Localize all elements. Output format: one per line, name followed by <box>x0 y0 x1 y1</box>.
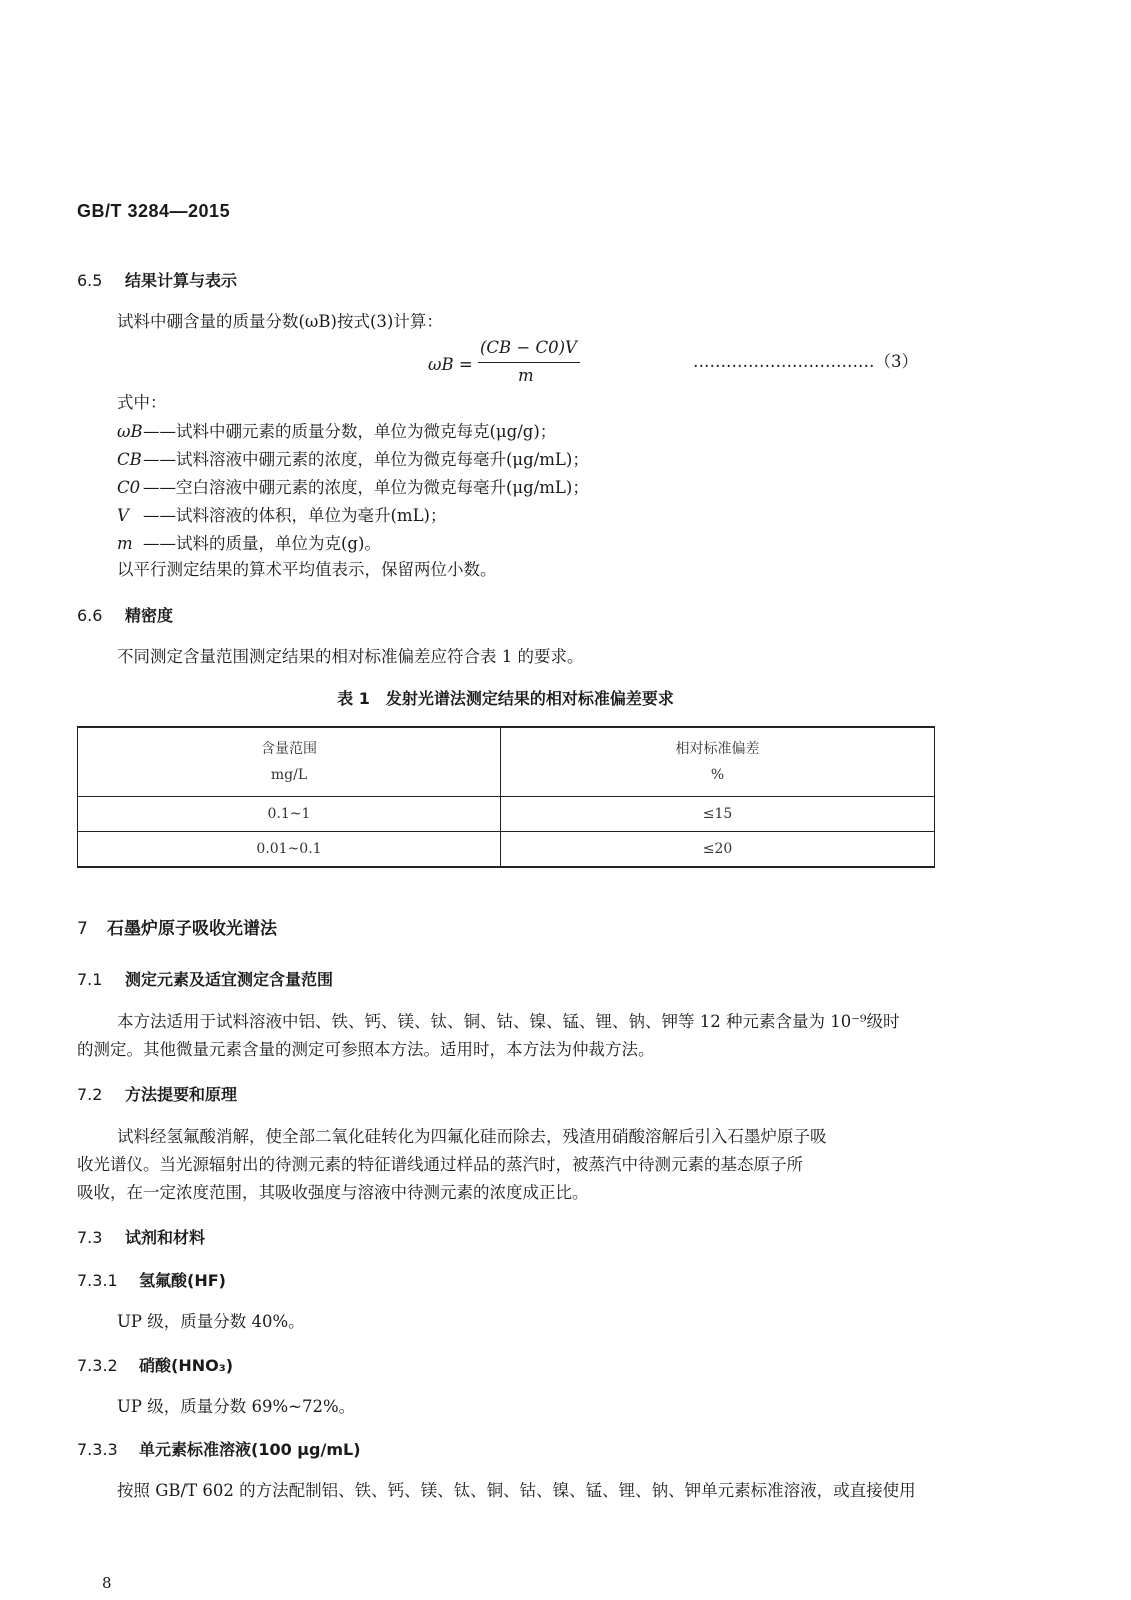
section-number: 7 <box>77 919 88 939</box>
paragraph-line: 吸收，在一定浓度范围，其吸收强度与溶液中待测元素的浓度成正比。 <box>77 1183 589 1202</box>
definition-row <box>117 530 381 554</box>
column-header-rsd <box>501 727 935 797</box>
header-label: 含量范围 <box>261 741 317 757</box>
header-label: 相对标准偏差 <box>675 741 760 757</box>
section-6-6-heading <box>77 603 173 626</box>
section-title: 氢氟酸(HF) <box>139 1271 226 1290</box>
paragraph-line: 本方法适用于试料溶液中铝、铁、钙、镁、钛、铜、钴、镍、锰、锂、钠、钾等 12 种元素含量为 10⁻⁹级时 <box>117 1012 900 1031</box>
precision-text: 不同测定含量范围测定结果的相对标准偏差应符合表 1 的要求。 <box>117 647 584 666</box>
definition: ——试料中硼元素的质量分数，单位为微克每克(μg/g)； <box>143 422 557 441</box>
paragraph-line: 收光谱仪。当光源辐射出的待测元素的特征谱线通过样品的蒸汽时，被蒸汽中待测元素的基态原子所 <box>77 1155 803 1174</box>
table-caption: 表 1 发射光谱法测定结果的相对标准偏差要求 <box>337 689 674 708</box>
section-7-heading <box>77 914 277 939</box>
definition-row <box>117 446 589 470</box>
paragraph-line: 试料经氢氟酸消解，使全部二氧化硅转化为四氟化硅而除去，残渣用硝酸溶解后引入石墨炉原子吸 <box>117 1127 827 1146</box>
section-title: 试剂和材料 <box>125 1228 206 1247</box>
symbol: m <box>117 534 133 553</box>
section-title: 测定元素及适宜测定含量范围 <box>125 970 334 989</box>
table-header-row <box>78 727 935 797</box>
table-cell: 0.1~1 <box>78 797 501 832</box>
table-cell: 0.01~0.1 <box>78 832 501 868</box>
standard-id: GB/T 3284—2015 <box>77 201 231 221</box>
section-number: 7.3.2 <box>77 1356 118 1375</box>
definition-row <box>117 474 589 498</box>
section-title: 精密度 <box>125 606 174 625</box>
paragraph-line: 按照 GB/T 602 的方法配制铝、铁、钙、镁、钛、铜、钴、镍、锰、锂、钠、钾单元素标准溶液，或直接使用 <box>117 1481 916 1500</box>
header-unit: mg/L <box>270 767 308 783</box>
symbol: ωB <box>117 422 143 441</box>
header-unit: % <box>710 767 725 783</box>
definition-row <box>117 502 446 526</box>
section-number: 6.5 <box>77 271 103 290</box>
section-number: 7.2 <box>77 1085 103 1104</box>
table-row <box>78 832 935 868</box>
section-title: 单元素标准溶液(100 μg/mL) <box>139 1440 361 1459</box>
paragraph-line: UP 级，质量分数 69%~72%。 <box>117 1397 356 1416</box>
column-header-range <box>78 727 501 797</box>
definition-row <box>117 418 556 442</box>
formula-numerator: (CB − C0)V <box>480 338 577 357</box>
table-cell: ≤20 <box>501 832 935 868</box>
formula-denominator: m <box>518 366 534 385</box>
section-6-5-heading <box>77 268 237 291</box>
section-title: 硝酸(HNO₃) <box>139 1356 234 1375</box>
symbol: C0 <box>117 478 141 497</box>
section-7-2-heading <box>77 1082 237 1105</box>
equation-number: ……………………………（3） <box>693 352 918 371</box>
section-number: 7.3.1 <box>77 1271 118 1290</box>
formula-lhs: ωB = <box>428 355 473 374</box>
symbol: CB <box>117 450 142 469</box>
rsd-table <box>77 726 935 868</box>
section-7-1-heading <box>77 967 333 990</box>
section-7-3-3-heading <box>77 1437 361 1460</box>
table-cell: ≤15 <box>501 797 935 832</box>
formula-intro: 试料中硼含量的质量分数(ωB)按式(3)计算： <box>117 312 443 331</box>
paragraph-line: UP 级，质量分数 40%。 <box>117 1312 305 1331</box>
section-title: 结果计算与表示 <box>125 271 238 290</box>
section-title: 石墨炉原子吸收光谱法 <box>107 919 277 939</box>
where-label: 式中： <box>117 393 167 412</box>
section-number: 7.1 <box>77 970 103 989</box>
definition: ——试料溶液中硼元素的浓度，单位为微克每毫升(μg/mL)； <box>143 450 589 469</box>
symbol: V <box>117 506 129 525</box>
table-row <box>78 797 935 832</box>
section-7-3-heading <box>77 1225 205 1248</box>
definition: ——空白溶液中硼元素的浓度，单位为微克每毫升(μg/mL)； <box>143 478 589 497</box>
section-number: 7.3.3 <box>77 1440 118 1459</box>
definition: ——试料的质量，单位为克(g)。 <box>143 534 381 553</box>
section-number: 7.3 <box>77 1228 103 1247</box>
conclusion-text: 以平行测定结果的算术平均值表示，保留两位小数。 <box>117 560 497 579</box>
paragraph-line: 的测定。其他微量元素含量的测定可参照本方法。适用时，本方法为仲裁方法。 <box>77 1040 655 1059</box>
section-number: 6.6 <box>77 606 103 625</box>
definition: ——试料溶液的体积，单位为毫升(mL)； <box>143 506 447 525</box>
page-number: 8 <box>102 1574 112 1592</box>
section-7-3-1-heading <box>77 1268 226 1291</box>
section-7-3-2-heading <box>77 1353 233 1376</box>
section-title: 方法提要和原理 <box>125 1085 238 1104</box>
